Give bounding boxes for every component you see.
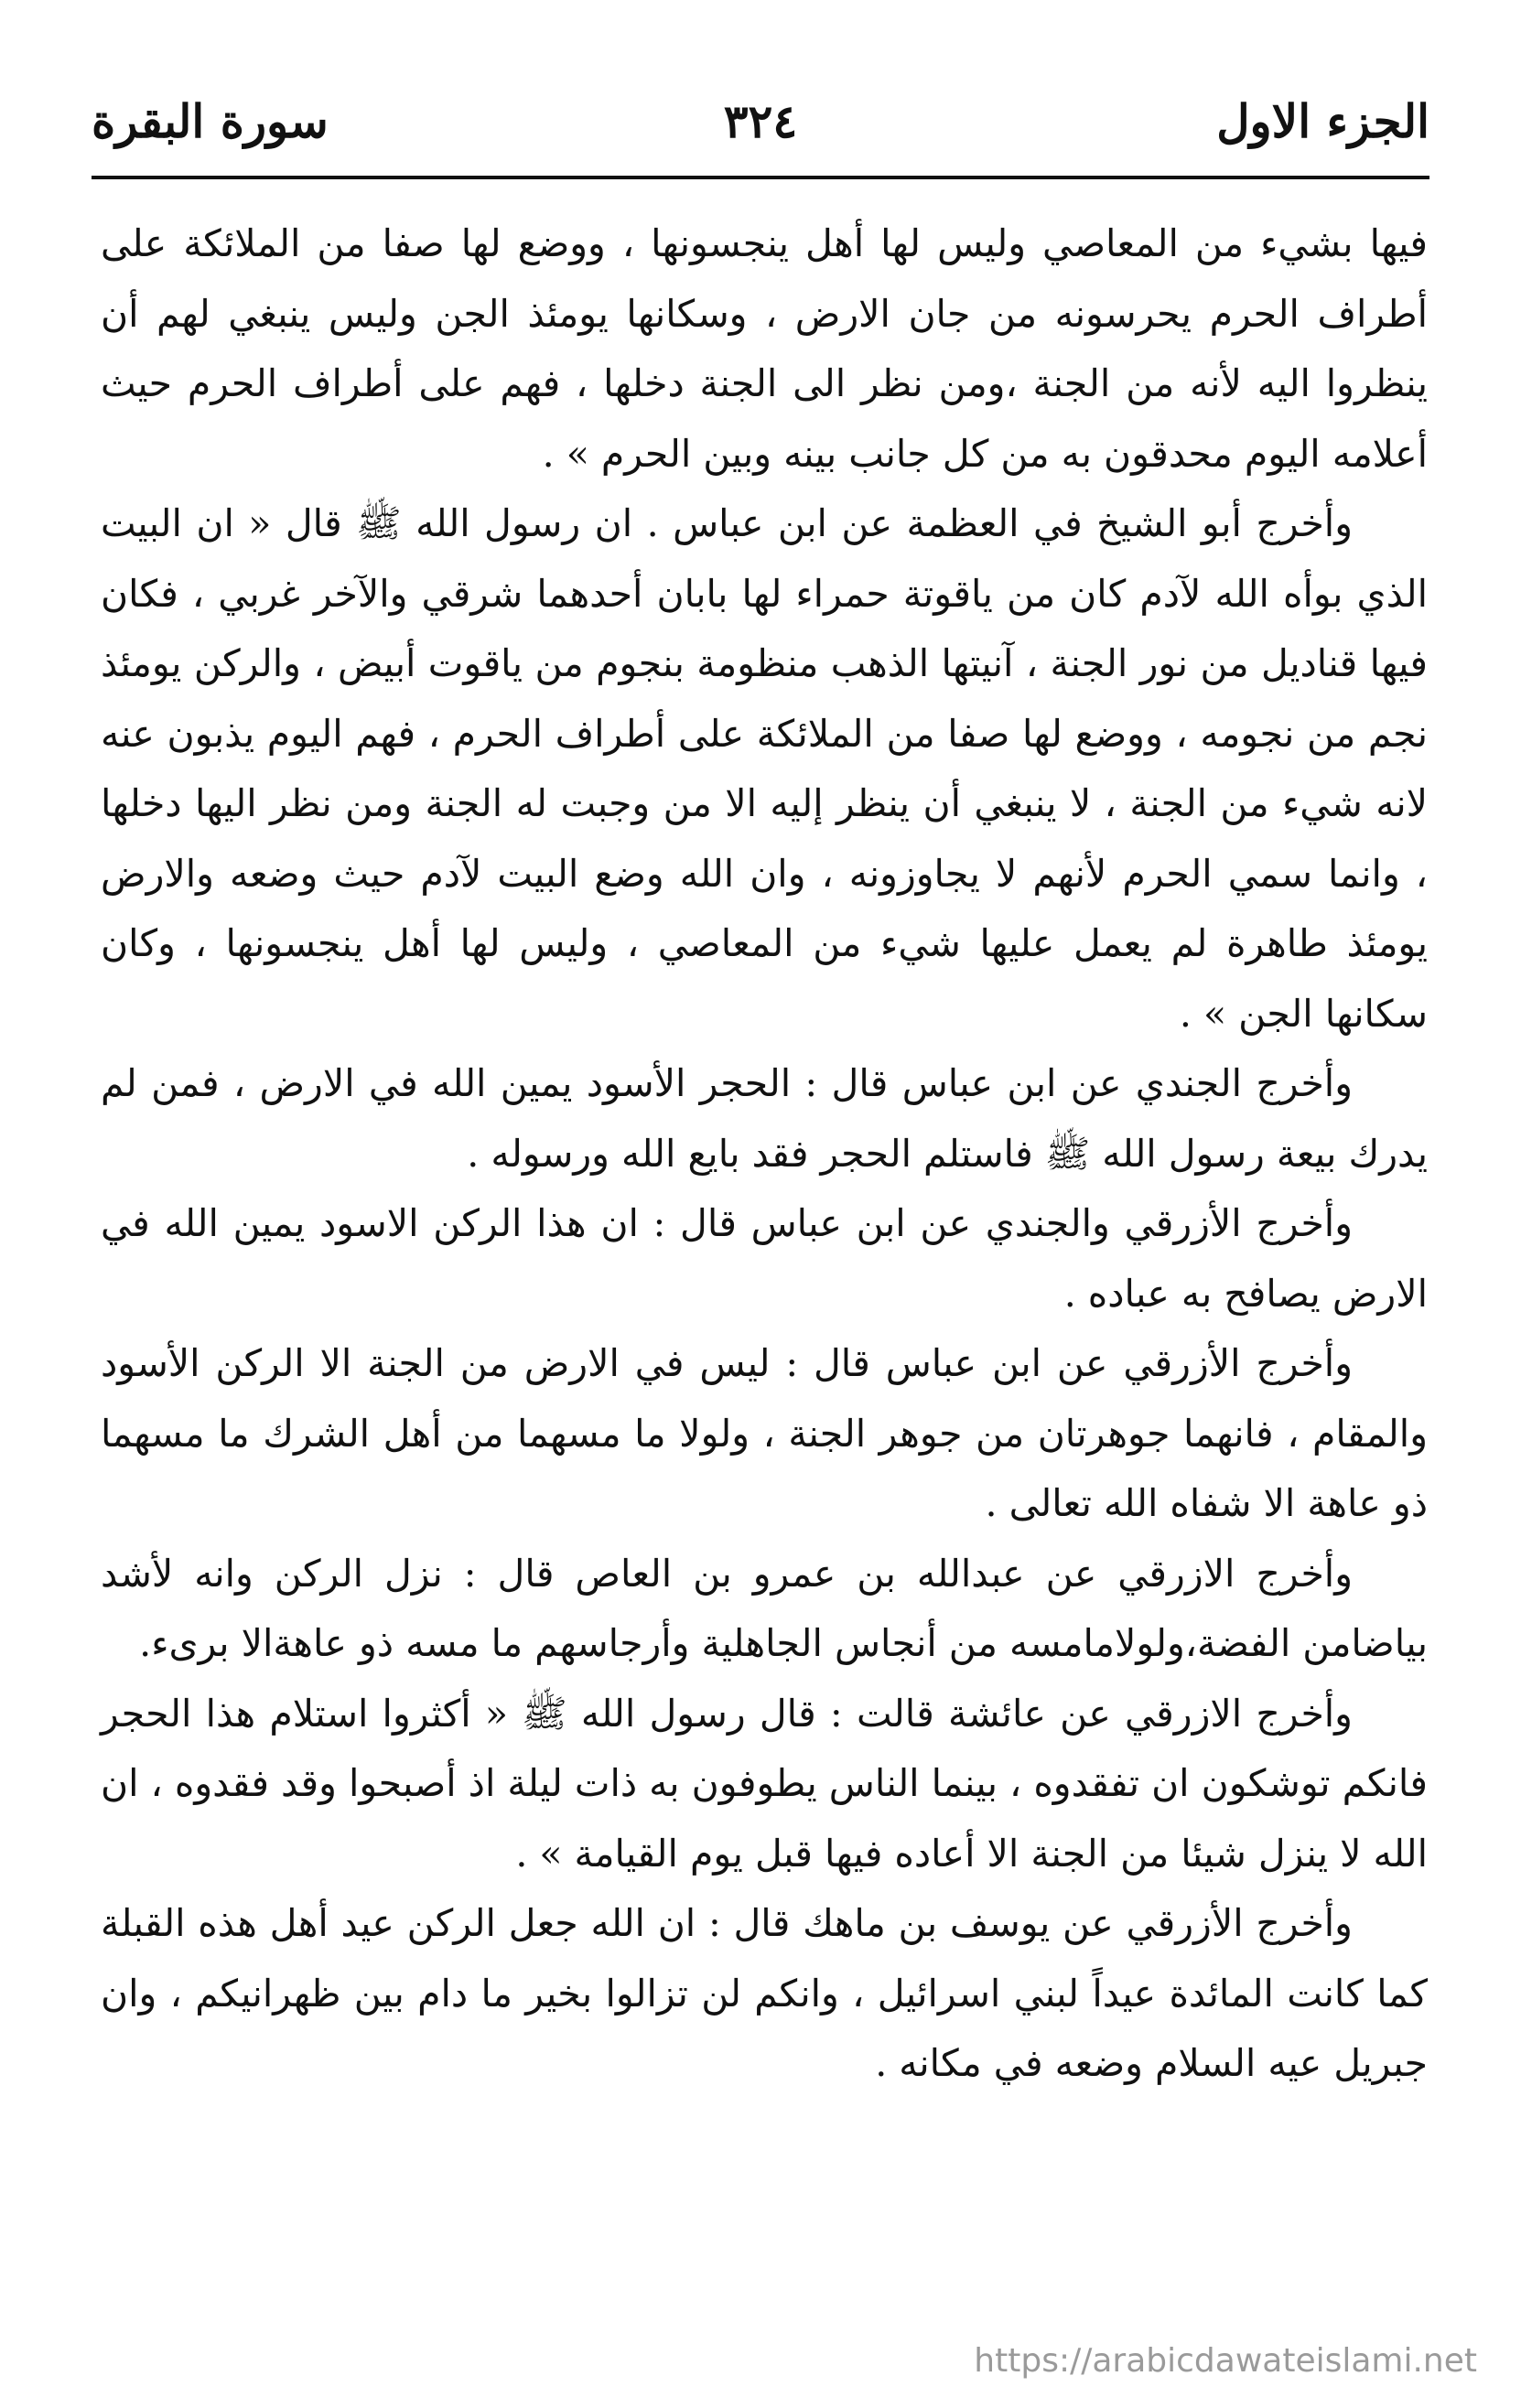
page-number: ٣٢٤ (723, 94, 798, 148)
watermark-url: https://arabicdawateislami.net (974, 2342, 1477, 2380)
surah-title: سورة البقرة (92, 94, 329, 148)
page-header (92, 81, 1429, 163)
juz-title: الجزء الاول (1216, 94, 1429, 148)
paragraph: فيها بشيء من المعاصي وليس لها أهل ينجسونها ، ووضع لها صفا من الملائكة على أطراف الحرم يحرسونه من جان الارض ، وسكانها يومئذ الجن وليس ينبغي لهم أن ينظروا اليه لأنه من الجنة ،ومن نظر الى الجنة دخلها ، فهم على أطراف الحرم حيث أعلامه اليوم محدقون به من كل جانب بينه وبين الحرم » . (101, 221, 1428, 476)
header-rule (92, 176, 1429, 179)
paragraph: وأخرج الأزرقي عن ابن عباس قال : ليس في الارض من الجنة الا الركن الأسود والمقام ، فانهما جوهرتان من جوهر الجنة ، ولولا ما مسهما من أهل الشرك ما مسهما ذو عاهة الا شفاه الله تعالى . (101, 1341, 1428, 1525)
paragraph: وأخرج الازرقي عن عبدالله بن عمرو بن العاص قال : نزل الركن وانه لأشد بياضامن الفضة،ولولامامسه من أنجاس الجاهلية وأرجاسهم ما مسه ذو عاهةالا برىء. (101, 1551, 1428, 1665)
paragraph: وأخرج الأزرقي عن يوسف بن ماهك قال : ان الله جعل الركن عيد أهل هذه القبلة كما كانت المائدة عيداً لبني اسرائيل ، وانكم لن تزالوا بخير ما دام بين ظهرانيكم ، وان جبريل عيه السلام وضعه في مكانه . (101, 1901, 1428, 2085)
paragraph: وأخرج أبو الشيخ في العظمة عن ابن عباس . ان رسول الله ﷺ قال « ان البيت الذي بوأه الله لآدم كان من ياقوتة حمراء لها بابان أحدهما شرقي والآخر غربي ، فكان فيها قناديل من نور الجنة ، آنيتها الذهب منظومة بنجوم من ياقوت أبيض ، والركن يومئذ نجم من نجومه ، ووضع لها صفا من الملائكة على أطراف الحرم ، فهم اليوم يذبون عنه لانه شيء من الجنة ، لا ينبغي أن ينظر إليه الا من وجبت له الجنة ومن نظر اليها دخلها ، وانما سمي الحرم لأنهم لا يجاوزونه ، وان الله وضع البيت لآدم حيث وضعه والارض يومئذ طاهرة لم يعمل عليها شيء من المعاصي ، وليس لها أهل ينجسونها ، وكان سكانها الجن » . (101, 501, 1428, 1036)
paragraph: وأخرج الجندي عن ابن عباس قال : الحجر الأسود يمين الله في الارض ، فمن لم يدرك بيعة رسول الله ﷺ فاستلم الحجر فقد بايع الله ورسوله . (101, 1061, 1428, 1176)
paragraph: وأخرج الازرقي عن عائشة قالت : قال رسول الله ﷺ « أكثروا استلام هذا الحجر فانكم توشكون ان تفقدوه ، بينما الناس يطوفون به ذات ليلة اذ أصبحوا وقد فقدوه ، ان الله لا ينزل شيئا من الجنة الا أعاده فيها قبل يوم القيامة » . (101, 1691, 1428, 1876)
paragraph: وأخرج الأزرقي والجندي عن ابن عباس قال : ان هذا الركن الاسود يمين الله في الارض يصافح به عباده . (101, 1201, 1428, 1316)
page-body (101, 209, 1428, 2099)
